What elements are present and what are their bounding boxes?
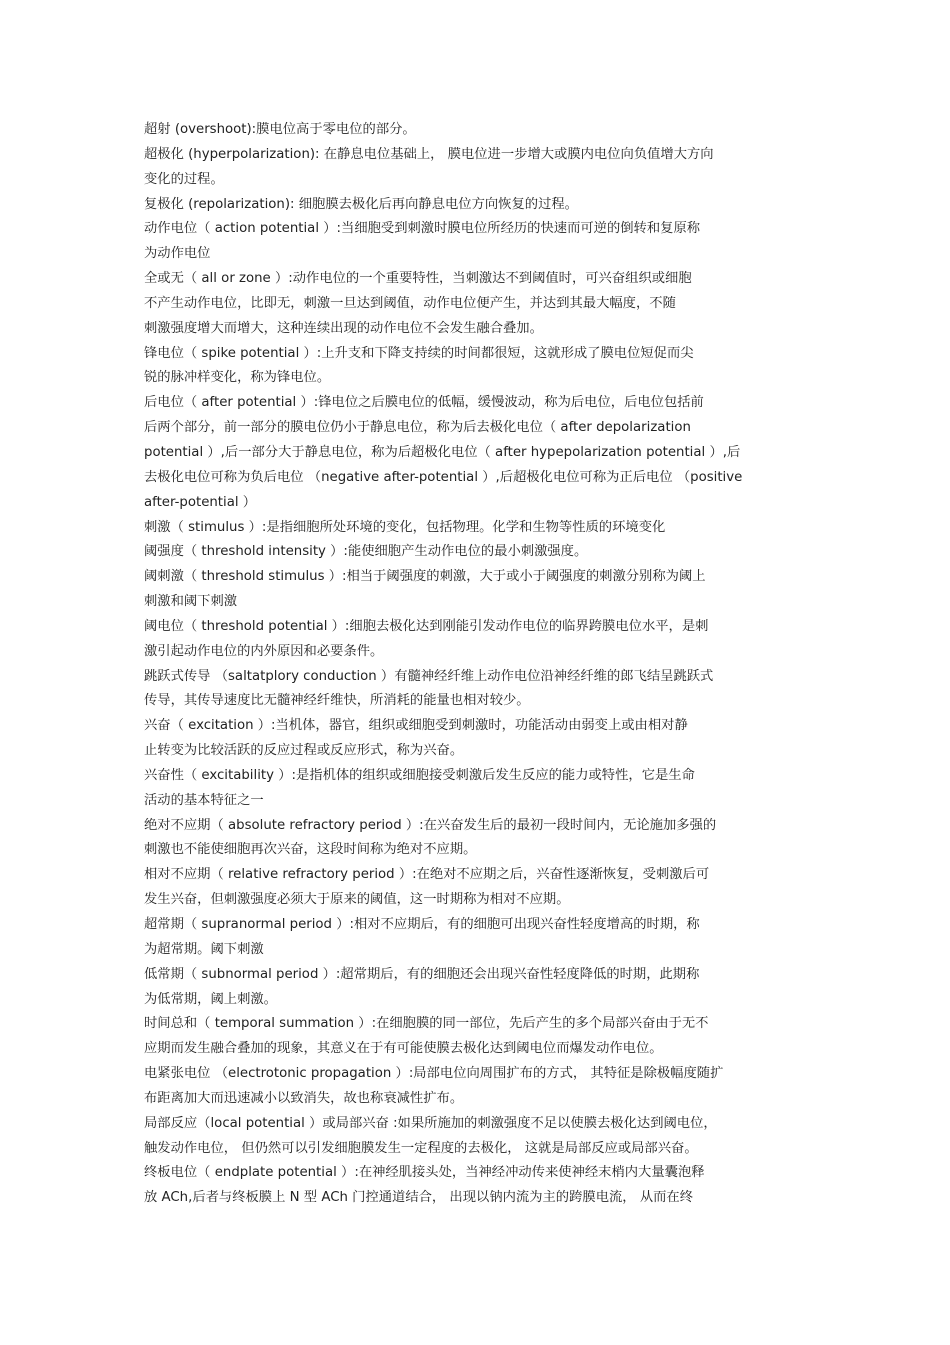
text-line: 锋电位（ spike potential ）:上升支和下降支持续的时间都很短，这就形成了膜电位短促而尖: [144, 345, 694, 361]
text-line: 动作电位（ action potential ）:当细胞受到刺激时膜电位所经历的快速而可逆的倒转和复原称: [144, 221, 701, 237]
text-line: 布距离加大而迅速减小以致消失，故也称衰减性扩布。: [144, 1090, 464, 1106]
text-line: 超常期（ supranormal period ）:相对不应期后，有的细胞可出现兴奋性轻度增高的时期，称: [144, 917, 700, 932]
text-line: 为超常期。阈下刺激: [144, 941, 264, 957]
text-line: 刺激也不能使细胞再次兴奋，这段时间称为绝对不应期。: [144, 842, 477, 858]
text-line: 放 ACh,后者与终板膜上 N 型 ACh 门控通道结合， 出现以钠内流为主的跨膜电流， 从而在终: [144, 1190, 694, 1206]
text-line: 超极化 (hyperpolarization): 在静息电位基础上， 膜电位进一步增大或膜内电位向负值增大方向: [144, 146, 714, 162]
text-line: 全或无（ all or zone ）:动作电位的一个重要特性，当刺激达不到阈值时，可兴奋组织或细胞: [144, 271, 692, 287]
document-body: [144, 118, 809, 1211]
text-line: 触发动作电位， 但仍然可以引发细胞膜发生一定程度的去极化， 这就是局部反应或局部兴奋。: [144, 1140, 698, 1156]
text-line: 激引起动作电位的内外原因和必要条件。: [144, 643, 384, 659]
text-line: 阈刺激（ threshold stimulus ）:相当于阈强度的刺激，大于或小于阈强度的刺激分别称为阈上: [144, 569, 706, 585]
text-line: 兴奋性（ excitability ）:是指机体的组织或细胞接受刺激后发生反应的能力或特性，它是生命: [144, 767, 695, 783]
text-line: potential ）,后一部分大于静息电位，称为后超极化电位（ after hypepolarization potential ）,后: [144, 444, 741, 460]
text-line: 刺激（ stimulus ）:是指细胞所处环境的变化，包括物理。化学和生物等性质的环境变化: [144, 519, 666, 535]
text-line: 活动的基本特征之一: [144, 792, 264, 808]
text-line: 局部反应（local potential ）或局部兴奋 :如果所施加的刺激强度不足以使膜去极化达到阈电位，: [144, 1115, 717, 1131]
text-line: 不产生动作电位，比即无，刺激一旦达到阈值，动作电位便产生，并达到其最大幅度，不随: [144, 295, 676, 311]
text-line: 后电位（ after potential ）:锋电位之后膜电位的低幅，缓慢波动，称为后电位，后电位包括前: [144, 395, 704, 411]
text-line: 复极化 (repolarization): 细胞膜去极化后再向静息电位方向恢复的过程。: [144, 196, 578, 212]
text-line: 超射 (overshoot):膜电位高于零电位的部分。: [144, 122, 416, 137]
text-line: 终板电位（ endplate potential ）:在神经肌接头处，当神经冲动传来使神经末梢内大量囊泡释: [144, 1165, 705, 1181]
text-line: 为动作电位: [144, 246, 211, 262]
text-line: 后两个部分，前一部分的膜电位仍小于静息电位，称为后去极化电位（ after depolarization: [144, 420, 691, 436]
text-line: 变化的过程。: [144, 171, 224, 187]
text-line: 刺激和阈下刺激: [144, 594, 238, 610]
text-line: 止转变为比较活跃的反应过程或反应形式，称为兴奋。: [144, 743, 464, 759]
text-line: 为低常期，阈上刺激。: [144, 991, 277, 1007]
text-line: 时间总和（ temporal summation ）:在细胞膜的同一部位，先后产生的多个局部兴奋由于无不: [144, 1016, 709, 1032]
text-line: 绝对不应期（ absolute refractory period ）:在兴奋发生后的最初一段时间内，无论施加多强的: [144, 817, 717, 833]
text-line: 传导，其传导速度比无髓神经纤维快，所消耗的能量也相对较少。: [144, 693, 530, 709]
text-line: 刺激强度增大而增大，这种连续出现的动作电位不会发生融合叠加。: [144, 320, 543, 336]
text-line: 锐的脉冲样变化，称为锋电位。: [144, 370, 331, 386]
text-line: 应期而发生融合叠加的现象，其意义在于有可能使膜去极化达到阈电位而爆发动作电位。: [144, 1041, 663, 1057]
text-line: 电紧张电位 （electrotonic propagation ）:局部电位向周围扩布的方式， 其特征是除极幅度随扩: [144, 1066, 724, 1082]
text-line: 跳跃式传导 （saltatplory conduction ）有髓神经纤维上动作电位沿神经纤维的郎飞结呈跳跃式: [144, 668, 714, 684]
text-line: 发生兴奋，但刺激强度必须大于原来的阈值，这一时期称为相对不应期。: [144, 892, 570, 908]
text-line: 相对不应期（ relative refractory period ）:在绝对不应期之后，兴奋性逐渐恢复，受刺激后可: [144, 867, 710, 883]
text-line: 阈强度（ threshold intensity ）:能使细胞产生动作电位的最小刺激强度。: [144, 544, 588, 560]
text-line: 低常期（ subnormal period ）:超常期后，有的细胞还会出现兴奋性轻度降低的时期，此期称: [144, 966, 700, 982]
text-line: 兴奋（ excitation ）:当机体，器官，组织或细胞受到刺激时，功能活动由弱变上或由相对静: [144, 718, 688, 734]
text-line: after-potential ）: [144, 494, 257, 510]
text-line: 去极化电位可称为负后电位 （negative after-potential ）,后超极化电位可称为正后电位 （positive: [144, 469, 743, 485]
text-line: 阈电位（ threshold potential ）:细胞去极化达到刚能引发动作电位的临界跨膜电位水平，是刺: [144, 618, 709, 634]
